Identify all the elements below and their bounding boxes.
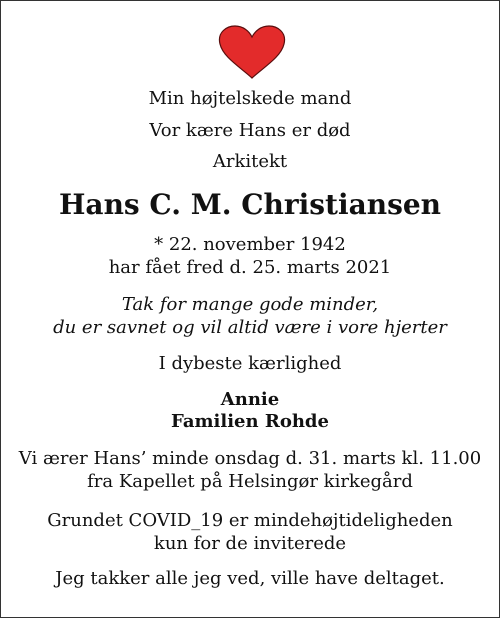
heart-shape: [219, 26, 284, 78]
signer-2: Familien Rohde: [171, 411, 329, 432]
quote-line-1: Tak for mange gode minder,: [121, 294, 379, 315]
deceased-name: Hans C. M. Christiansen: [58, 188, 442, 221]
ceremony-line-2: fra Kapellet på Helsingør kirkegård: [87, 471, 413, 492]
intro-line-1: Min højtelskede mand: [148, 88, 352, 109]
love-line: I dybeste kærlighed: [158, 353, 342, 374]
thanks-line: Jeg takker alle jeg ved, ville have deltaget.: [55, 568, 445, 589]
covid-line-2: kun for de inviterede: [153, 533, 347, 554]
heart-icon: [217, 24, 287, 80]
death-date: har fået fred d. 25. marts 2021: [108, 257, 392, 278]
ceremony-line-1: Vi ærer Hans’ minde onsdag d. 31. marts kl. 11.00: [18, 448, 482, 469]
intro-line-2: Vor kære Hans er død: [149, 120, 351, 141]
profession: Arkitekt: [212, 151, 288, 172]
quote-line-2: du er savnet og vil altid være i vore hjerter: [53, 317, 447, 338]
covid-line-1: Grundet COVID_19 er mindehøjtideligheden: [47, 510, 453, 531]
signer-1: Annie: [220, 389, 280, 410]
birth-date: * 22. november 1942: [154, 234, 346, 255]
